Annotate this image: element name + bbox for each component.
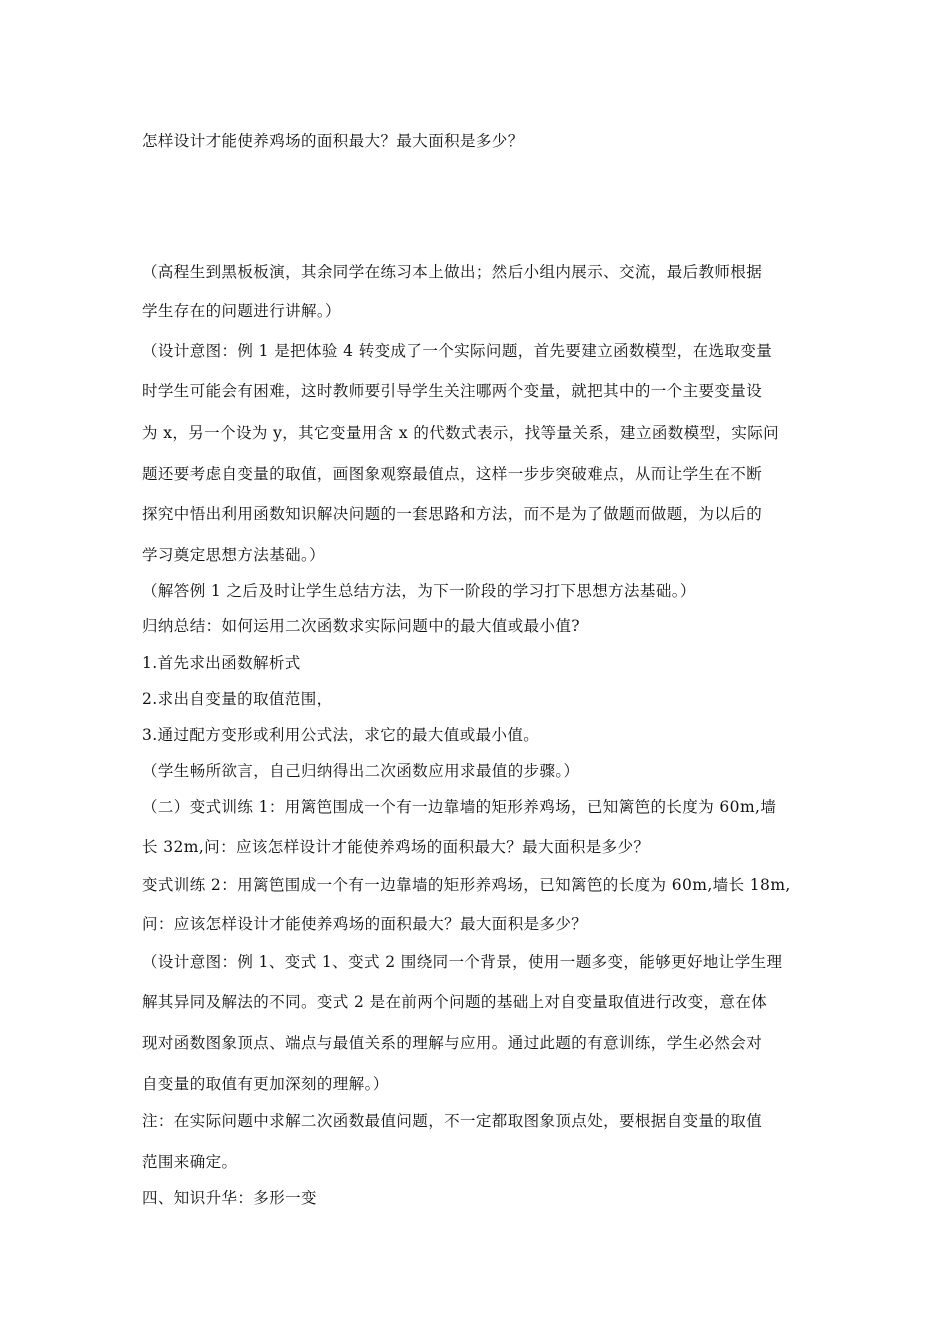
paragraph-line: 时学生可能会有困难，这时教师要引导学生关注哪两个变量，就把其中的一个主要变量设	[142, 382, 763, 400]
paragraph-line: 现对函数图象顶点、端点与最值关系的理解与应用。通过此题的有意训练，学生必然会对	[142, 1034, 763, 1052]
paragraph-line: 解其异同及解法的不同。变式 2 是在前两个问题的基础上对自变量取值进行改变，意在体	[142, 993, 768, 1011]
paragraph-line: 范围来确定。	[142, 1153, 238, 1171]
paragraph-line: 怎样设计才能使养鸡场的面积最大？最大面积是多少？	[142, 132, 524, 150]
paragraph-line: 题还要考虑自变量的取值，画图象观察最值点，这样一步步突破难点，从而让学生在不断	[142, 465, 763, 483]
paragraph-line: （学生畅所欲言，自己归纳得出二次函数应用求最值的步骤。）	[142, 762, 580, 780]
paragraph-line: 3.通过配方变形或利用公式法，求它的最大值或最小值。	[142, 726, 540, 744]
paragraph-line: 学习奠定思想方法基础。）	[142, 546, 326, 564]
paragraph-line: 长 32m,问：应该怎样设计才能使养鸡场的面积最大？最大面积是多少？	[142, 838, 650, 856]
paragraph-line: 2.求出自变量的取值范围，	[142, 690, 333, 708]
paragraph-line: 自变量的取值有更加深刻的理解。）	[142, 1075, 389, 1093]
paragraph-line: （解答例 1 之后及时让学生总结方法，为下一阶段的学习打下思想方法基础。）	[142, 582, 696, 600]
paragraph-line: （二）变式训练 1：用篱笆围成一个有一边靠墙的矩形养鸡场，已知篱笆的长度为 60m,墙	[142, 798, 777, 816]
paragraph-line: （设计意图：例 1 是把体验 4 转变成了一个实际问题，首先要建立函数模型，在选取变量	[142, 342, 773, 360]
section-heading: 四、知识升华：多形一变	[142, 1189, 317, 1207]
paragraph-line: 注：在实际问题中求解二次函数最值问题，不一定都取图象顶点处，要根据自变量的取值	[142, 1112, 763, 1130]
paragraph-line: 变式训练 2：用篱笆围成一个有一边靠墙的矩形养鸡场，已知篱笆的长度为 60m,墙长 18m,	[142, 876, 791, 894]
paragraph-line: 1.首先求出函数解析式	[142, 654, 301, 672]
paragraph-line: 为 x，另一个设为 y，其它变量用含 x 的代数式表示，找等量关系，建立函数模型，实际问	[142, 424, 780, 442]
paragraph-line: （高程生到黑板板演，其余同学在练习本上做出；然后小组内展示、交流，最后教师根据	[142, 263, 763, 281]
paragraph-line: （设计意图：例 1、变式 1、变式 2 围绕同一个背景，使用一题多变，能够更好地让学生理	[142, 953, 783, 971]
paragraph-line: 问：应该怎样设计才能使养鸡场的面积最大？最大面积是多少？	[142, 915, 588, 933]
paragraph-line: 学生存在的问题进行讲解。）	[142, 302, 341, 320]
paragraph-line: 探究中悟出利用函数知识解决问题的一套思路和方法，而不是为了做题而做题，为以后的	[142, 505, 763, 523]
paragraph-line: 归纳总结：如何运用二次函数求实际问题中的最大值或最小值?	[142, 617, 581, 635]
